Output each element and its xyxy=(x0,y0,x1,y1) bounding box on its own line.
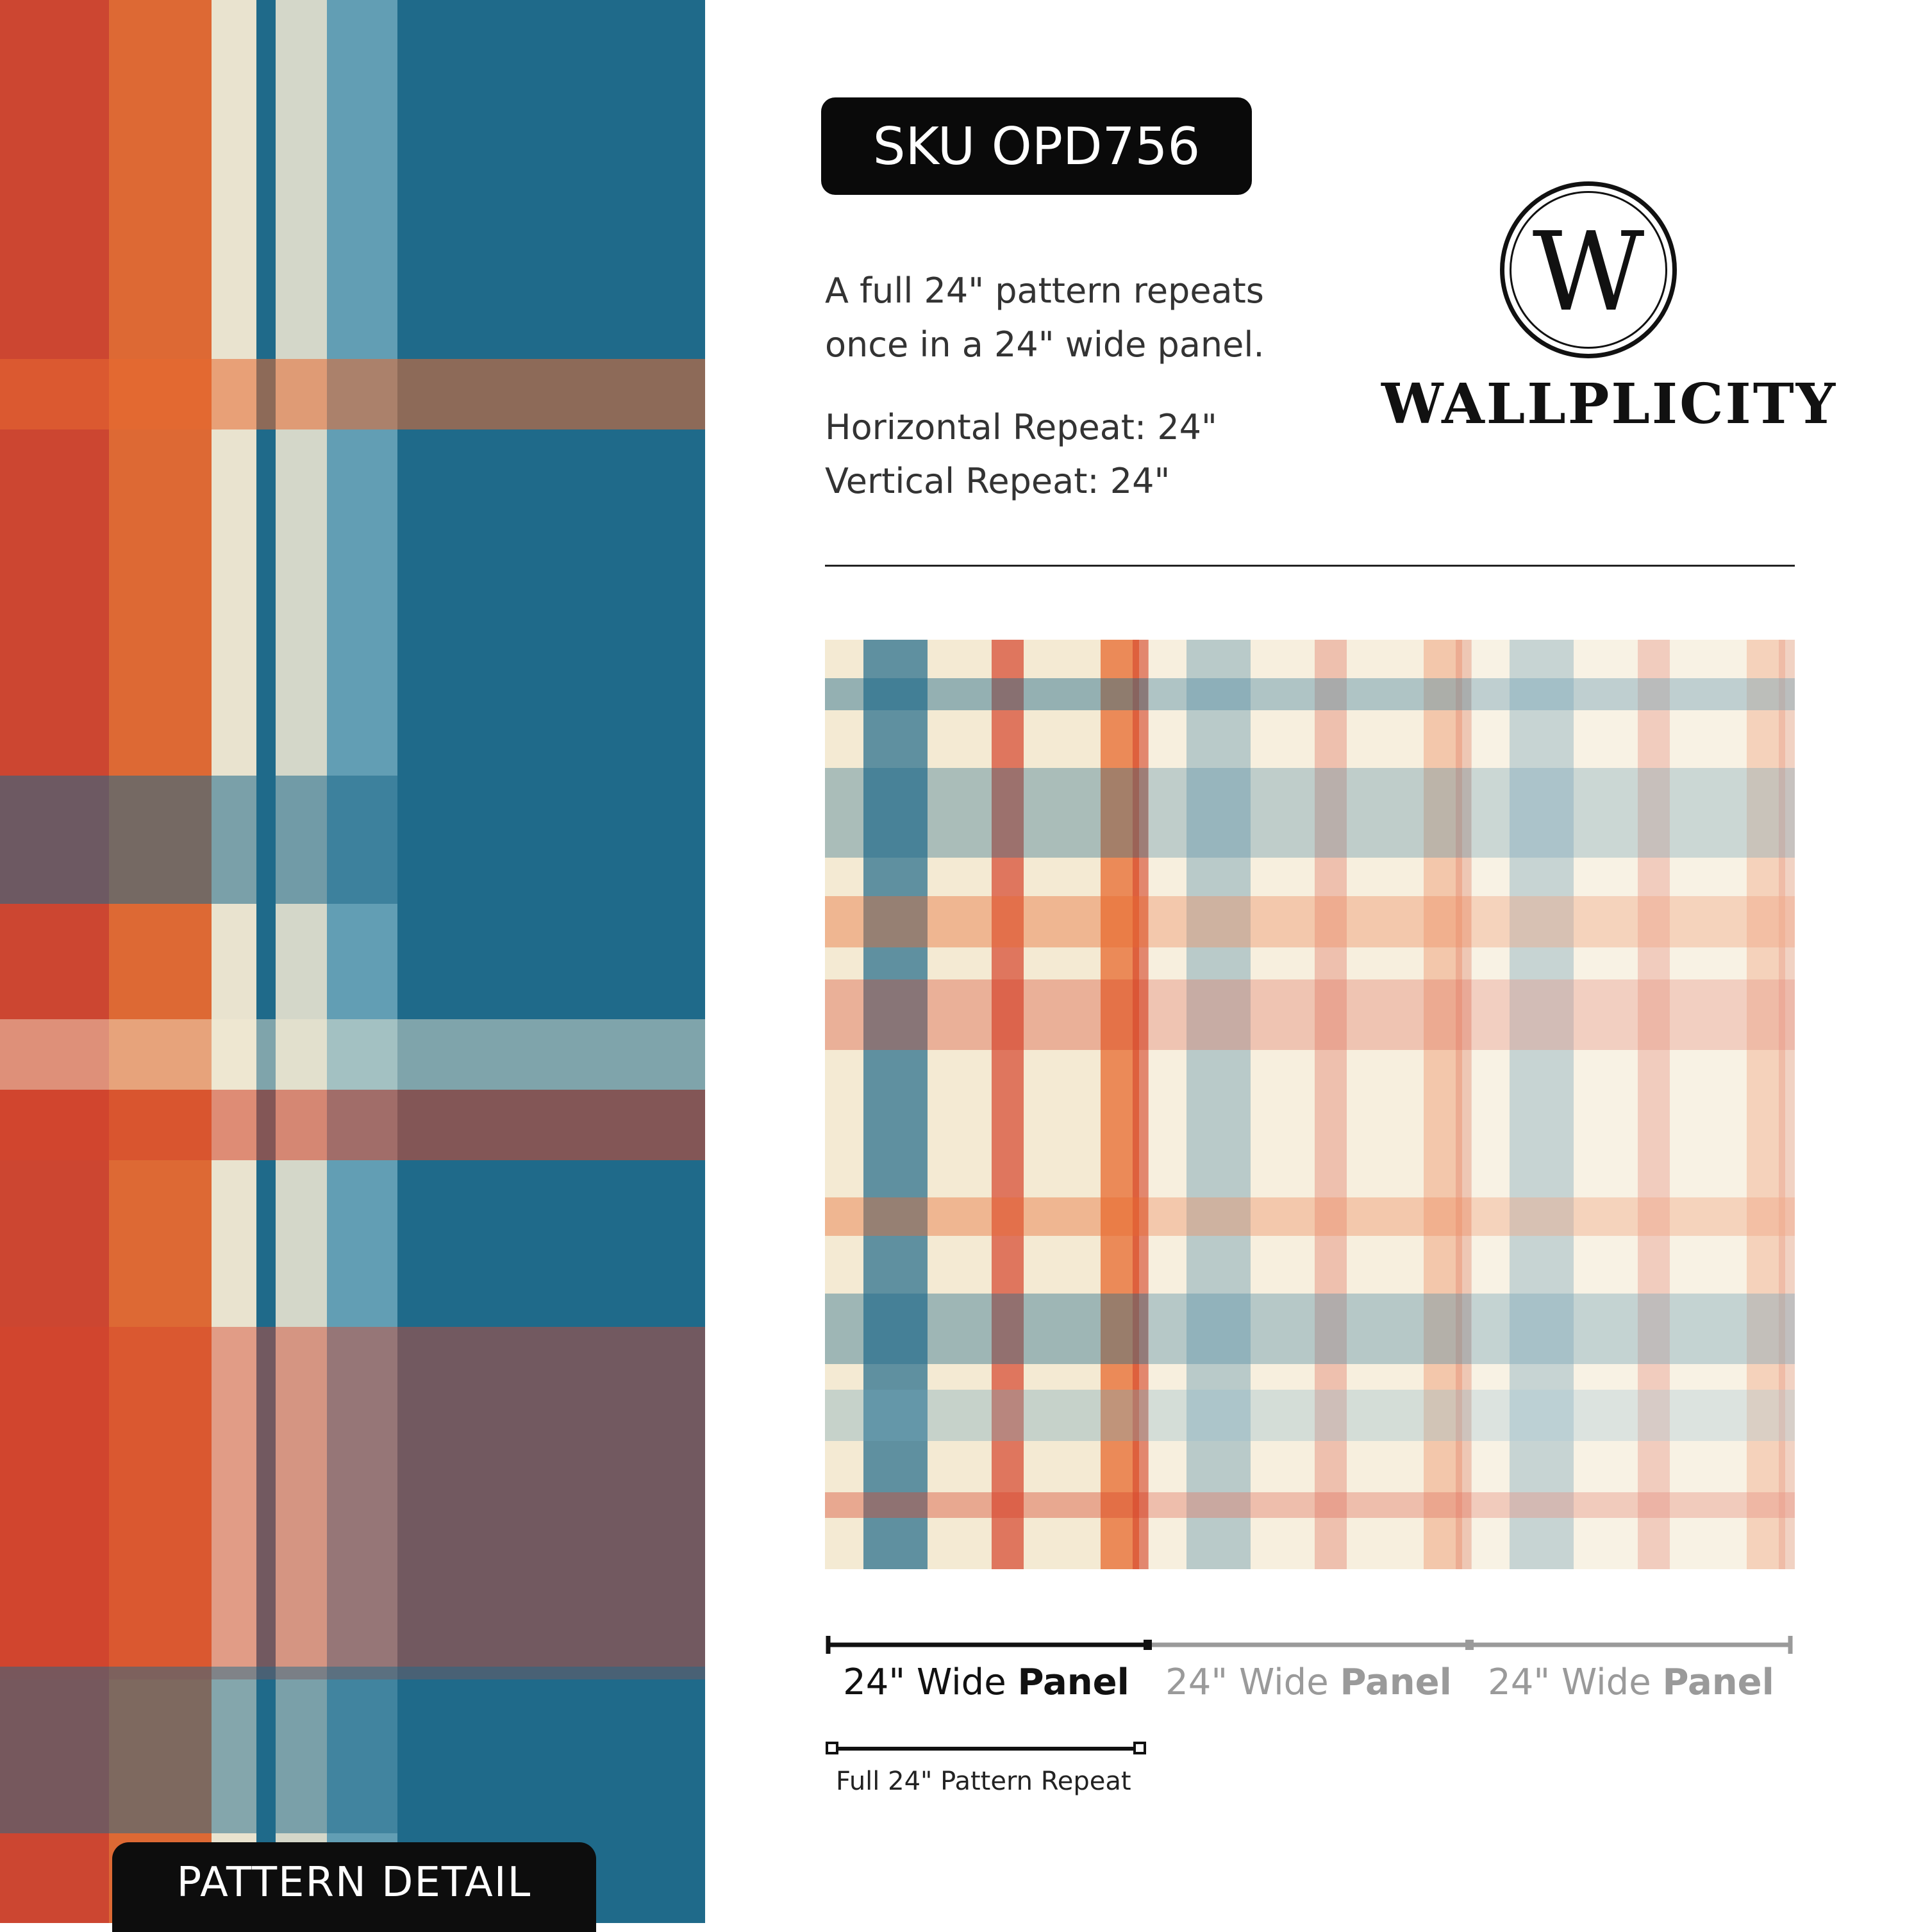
pattern-detail-label: PATTERN DETAIL xyxy=(112,1842,596,1932)
plaid-hband xyxy=(0,776,705,904)
panel-1-emphasis: Panel xyxy=(1017,1661,1129,1703)
panel-label-2 xyxy=(1147,1661,1470,1703)
brand-logo-emblem xyxy=(1500,181,1677,358)
plaid-hband xyxy=(0,1327,705,1679)
plaid-detail-graphic xyxy=(0,0,705,1923)
logo-inner-ring xyxy=(1510,191,1667,349)
repeat-specs xyxy=(825,401,1217,508)
pattern-detail-image xyxy=(0,0,705,1923)
panel-preview-image xyxy=(825,640,1795,1569)
plaid-hband xyxy=(0,1667,705,1833)
logo-letter: W xyxy=(1532,209,1645,336)
repeat-measure xyxy=(827,1743,1145,1753)
brand-wordmark: WALLPLICITY xyxy=(1381,372,1838,437)
panel-label-1 xyxy=(825,1661,1147,1703)
plaid-preview-graphic xyxy=(825,640,1795,1569)
panel-3-prefix: 24" Wide xyxy=(1488,1661,1663,1703)
panel-3-emphasis: Panel xyxy=(1662,1661,1774,1703)
panel-2-prefix: 24" Wide xyxy=(1165,1661,1340,1703)
vertical-repeat: Vertical Repeat: 24" xyxy=(825,461,1170,501)
description-line-1: A full 24" pattern repeats xyxy=(825,271,1264,311)
horizontal-repeat: Horizontal Repeat: 24" xyxy=(825,407,1217,447)
plaid-hband xyxy=(0,359,705,429)
description-line-2: once in a 24" wide panel. xyxy=(825,324,1265,365)
divider xyxy=(825,565,1795,567)
panel-measure-1 xyxy=(828,1636,1152,1654)
panel-label-3 xyxy=(1470,1661,1792,1703)
panel-measure-3 xyxy=(1474,1636,1790,1654)
sku-badge: SKU OPD756 xyxy=(821,97,1252,195)
repeat-description xyxy=(825,264,1265,372)
plaid-hband xyxy=(0,1019,705,1090)
preview-fade xyxy=(1471,640,1795,1569)
panel-2-emphasis: Panel xyxy=(1340,1661,1452,1703)
panel-1-prefix: 24" Wide xyxy=(843,1661,1018,1703)
pattern-repeat-label: Full 24" Pattern Repeat xyxy=(836,1767,1131,1796)
plaid-hband xyxy=(0,1090,705,1160)
panel-measure-2 xyxy=(1152,1640,1474,1650)
